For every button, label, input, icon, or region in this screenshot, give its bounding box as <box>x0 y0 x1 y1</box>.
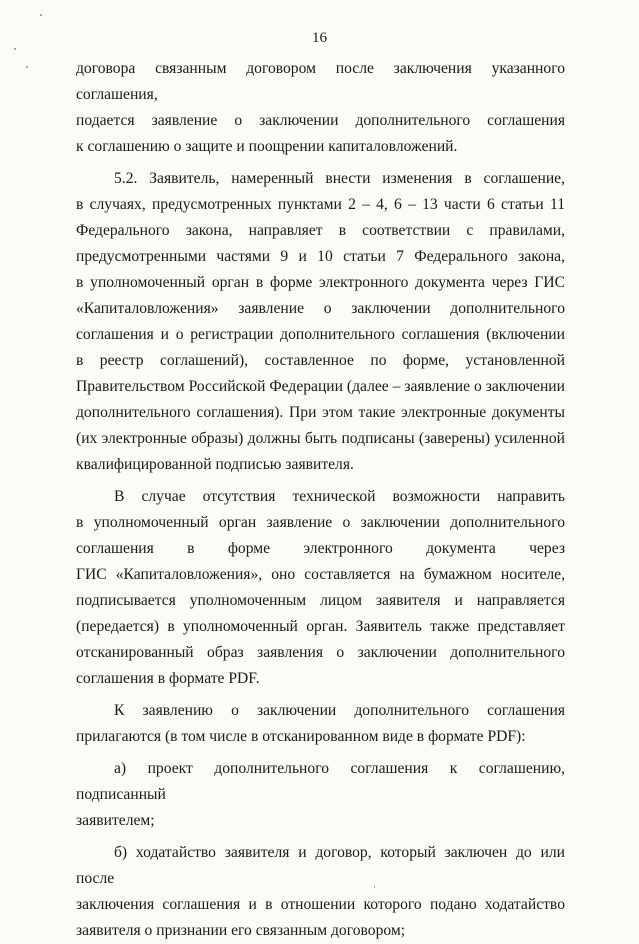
text-line: подписывается уполномоченным лицом заявителя и направляется <box>76 592 565 609</box>
text-line: заключения соглашения и в отношении которого подано ходатайство <box>76 896 565 913</box>
text-line: в уполномоченный орган в форме электронного документа через ГИС <box>76 274 565 291</box>
document-body <box>76 56 565 944</box>
text-line: Федерального закона, направляет в соответствии с правилами, <box>76 222 565 239</box>
page-number: 16 <box>312 30 327 46</box>
list-item: а) проект дополнительного соглашения к соглашению, подписанный <box>76 760 565 803</box>
text-line: (передается) в уполномоченный орган. Заявитель также представляет <box>76 618 565 635</box>
scan-speck <box>40 14 42 16</box>
text-line: отсканированный образ заявления о заключении дополнительного <box>76 644 565 661</box>
scan-speck <box>14 48 16 50</box>
scan-speck <box>26 66 28 68</box>
text-line: предусмотренными частями 9 и 10 статьи 7 Федерального закона, <box>76 248 565 265</box>
text-line: В случае отсутствия технической возможности направить <box>114 488 565 505</box>
text-line: дополнительного соглашения). При этом такие электронные документы <box>76 404 565 421</box>
text-line: соглашения в форме электронного документа через <box>76 540 565 557</box>
text-line: ГИС «Капиталовложения», оно составляется на бумажном носителе, <box>76 566 565 583</box>
text-line: (их электронные образы) должны быть подписаны (заверены) усиленной <box>76 430 565 447</box>
text-line: квалифицированной подписью заявителя. <box>76 456 354 473</box>
text-line: подается заявление о заключении дополнительного соглашения <box>76 112 565 129</box>
text-line: соглашения в формате PDF. <box>76 670 260 687</box>
text-line: «Капиталовложения» заявление о заключении дополнительного <box>76 300 565 317</box>
text-line: прилагаются (в том числе в отсканированном виде в формате PDF): <box>76 728 526 745</box>
text-line: Правительством Российской Федерации (далее – заявление о заключении <box>76 378 565 395</box>
text-line: К заявлению о заключении дополнительного соглашения <box>114 702 565 719</box>
text-line: в реестр соглашений), составленное по форме, установленной <box>76 352 565 369</box>
text-line: в случаях, предусмотренных пунктами 2 – 4, 6 – 13 части 6 статьи 11 <box>76 196 565 213</box>
text-line: в уполномоченный орган заявление о заключении дополнительного <box>76 514 565 531</box>
text-line: к соглашению о защите и поощрении капиталовложений. <box>76 138 458 155</box>
scan-speck <box>374 886 375 888</box>
text-line: договора связанным договором после заключения указанного соглашения, <box>76 60 565 103</box>
text-line: заявителя о признании его связанным договором; <box>76 922 406 939</box>
text-line: соглашения и о регистрации дополнительного соглашения (включении <box>76 326 565 343</box>
text-line: 5.2. Заявитель, намеренный внести изменения в соглашение, <box>114 170 565 187</box>
list-item: б) ходатайство заявителя и договор, который заключен до или после <box>76 844 565 887</box>
text-line: заявителем; <box>76 812 155 829</box>
